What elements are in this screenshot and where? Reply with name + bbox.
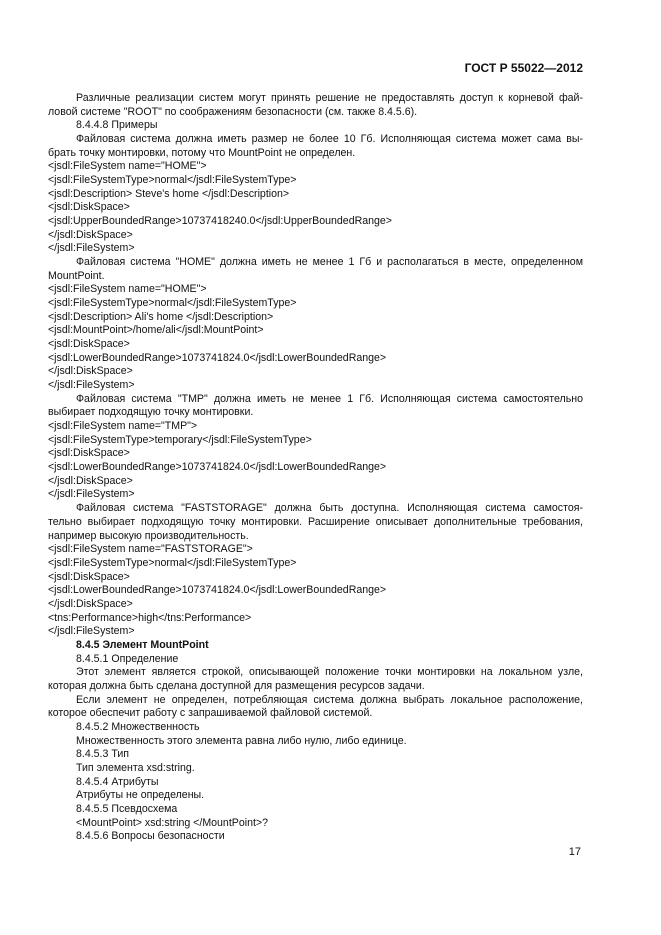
text-line: Если элемент не определен, потребляющая система должна выбрать локальное расположение, xyxy=(76,693,583,706)
text-line: <jsdl:DiskSpace> xyxy=(48,447,130,460)
text-line: 8.4.4.8 Примеры xyxy=(76,119,158,132)
text-line: брать точку монтировки, потому что MountPoint не определен. xyxy=(48,146,356,159)
text-line: <MountPoint> xsd:string </MountPoint>? xyxy=(76,816,268,829)
text-line: <tns:Performance>high</tns:Performance> xyxy=(48,611,252,624)
text-line: <jsdl:DiskSpace> xyxy=(48,338,130,351)
text-line: выбирает подходящую точку монтировки. xyxy=(48,406,254,419)
text-line: Атрибуты не определены. xyxy=(76,789,205,802)
text-line: тельно выбирает подходящую точку монтировки. Расширение описывает дополнительные требования, xyxy=(48,515,583,528)
document-body xyxy=(48,92,583,844)
text-line: <jsdl:FileSystem name="HOME"> xyxy=(48,160,207,173)
text-line: <jsdl:FileSystem name="TMP"> xyxy=(48,420,198,433)
text-line: <jsdl:FileSystemType>temporary</jsdl:FileSystemType> xyxy=(48,433,312,446)
text-line: </jsdl:DiskSpace> xyxy=(48,597,133,610)
text-line: Различные реализации систем могут принять решение не предоставлять доступ к корневой фай- xyxy=(76,92,583,104)
page-number: 17 xyxy=(568,846,581,858)
text-line: <jsdl:FileSystemType>normal</jsdl:FileSystemType> xyxy=(48,174,297,187)
text-line: 8.4.5.5 Псевдосхема xyxy=(76,802,178,815)
text-line: Файловая система "HOME" должна иметь не менее 1 Гб и располагаться в месте, определенном xyxy=(76,256,583,269)
text-line: <jsdl:FileSystem name="HOME"> xyxy=(48,283,207,296)
text-line: 8.4.5.2 Множественность xyxy=(76,720,200,733)
text-line: </jsdl:DiskSpace> xyxy=(48,228,133,241)
text-line: </jsdl:FileSystem> xyxy=(48,242,135,255)
text-line: <jsdl:DiskSpace> xyxy=(48,570,130,583)
text-line: <jsdl:LowerBoundedRange>1073741824.0</jsdl:LowerBoundedRange> xyxy=(48,584,387,597)
text-line: <jsdl:FileSystemType>normal</jsdl:FileSystemType> xyxy=(48,297,297,310)
text-line: <jsdl:FileSystemType>normal</jsdl:FileSystemType> xyxy=(48,556,297,569)
text-line: например высокую производительность. xyxy=(48,529,249,542)
text-line: Файловая система "TMP" должна иметь не менее 1 Гб. Исполняющая система самостоятельно xyxy=(76,392,583,405)
text-line: которое обеспечит работу с запрашиваемой файловой системой. xyxy=(48,707,373,720)
text-line: Файловая система "FASTSTORAGE" должна быть доступна. Исполняющая система самостоя- xyxy=(76,502,583,515)
document-header: ГОСТ Р 55022—2012 xyxy=(464,61,583,75)
text-line: 8.4.5.1 Определение xyxy=(76,652,179,665)
text-line: ловой системе "ROOT" по соображениям безопасности (см. также 8.4.5.6). xyxy=(48,105,418,118)
text-line: Этот элемент является строкой, описывающей положение точки монтировки на локальном узле, xyxy=(76,666,583,679)
text-line: <jsdl:UpperBoundedRange>10737418240.0</jsdl:UpperBoundedRange> xyxy=(48,215,392,228)
text-line: </jsdl:DiskSpace> xyxy=(48,365,133,378)
text-line: </jsdl:FileSystem> xyxy=(48,379,135,392)
text-line: </jsdl:FileSystem> xyxy=(48,488,135,501)
text-line: </jsdl:DiskSpace> xyxy=(48,474,133,487)
text-line: </jsdl:FileSystem> xyxy=(48,625,135,638)
text-line: <jsdl:MountPoint>/home/ali</jsdl:MountPoint> xyxy=(48,324,264,337)
text-line: <jsdl:Description> Ali's home </jsdl:Description> xyxy=(48,310,274,323)
text-line: Файловая система должна иметь размер не более 10 Гб. Исполняющая система может сама вы- xyxy=(76,133,583,146)
text-line: <jsdl:LowerBoundedRange>1073741824.0</jsdl:LowerBoundedRange> xyxy=(48,351,387,364)
text-line: 8.4.5.4 Атрибуты xyxy=(76,775,159,788)
text-line: <jsdl:Description> Steve's home </jsdl:Description> xyxy=(48,187,290,200)
text-line: <jsdl:LowerBoundedRange>1073741824.0</jsdl:LowerBoundedRange> xyxy=(48,461,387,474)
text-line: которая должна быть сделана доступной для размещения ресурсов задачи. xyxy=(48,679,425,692)
text-line: 8.4.5.6 Вопросы безопасности xyxy=(76,830,225,843)
text-line: <jsdl:DiskSpace> xyxy=(48,201,130,214)
text-line: MountPoint. xyxy=(48,269,105,282)
text-line: 8.4.5 Элемент MountPoint xyxy=(76,638,209,651)
text-line: 8.4.5.3 Тип xyxy=(76,748,129,761)
text-line: Тип элемента xsd:string. xyxy=(76,761,195,774)
text-line: Множественность этого элемента равна либо нулю, либо единице. xyxy=(76,734,407,747)
text-line: <jsdl:FileSystem name="FASTSTORAGE"> xyxy=(48,543,253,556)
